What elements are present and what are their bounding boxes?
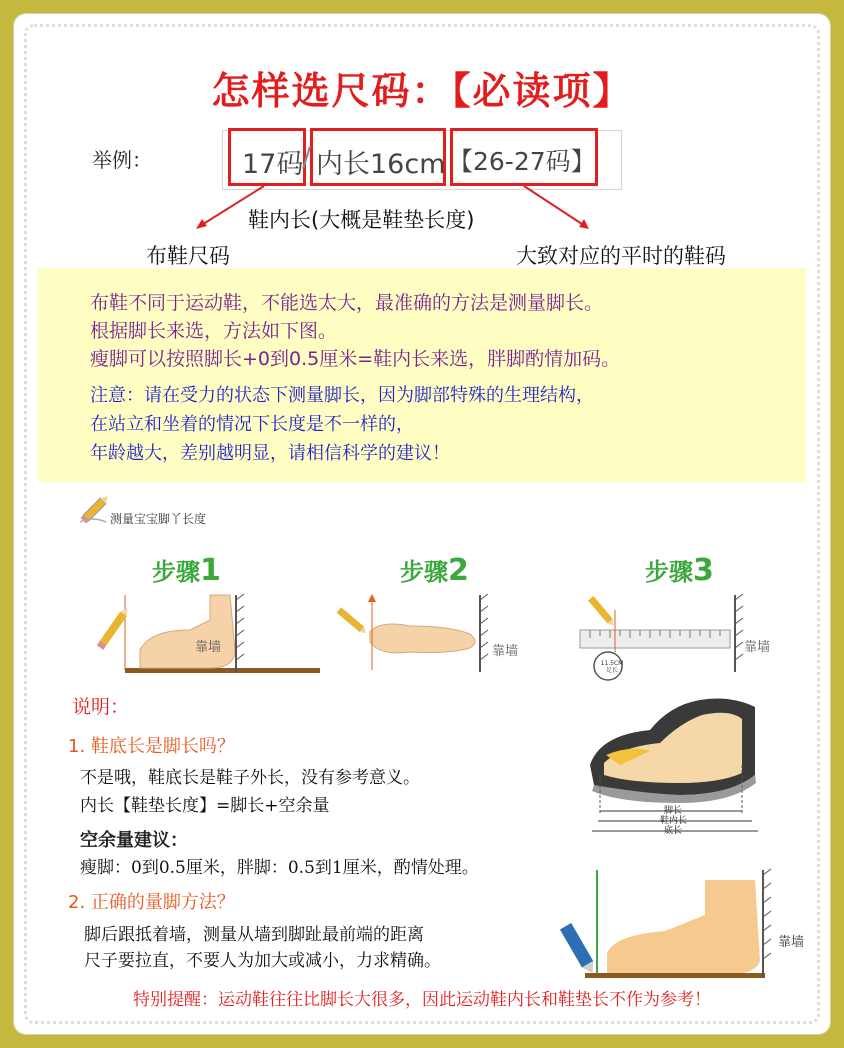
step-3-label: 步骤3 <box>645 553 714 588</box>
diagram-label-inner: 鞋内长 <box>660 816 688 826</box>
cloth-shoe-size-label: 布鞋尺码 <box>146 240 230 276</box>
inner-length-note: 鞋内长(大概是鞋垫长度) <box>248 208 475 232</box>
step-1-illustration <box>97 594 320 673</box>
warning-line: 年龄越大，差别越明显，请相信科学的建议！ <box>90 443 450 464</box>
example-label: 举例： <box>92 148 152 172</box>
answer-1-line-1: 不是哦，鞋底长是鞋子外长，没有参考意义。 <box>80 768 420 788</box>
wall-label-2: 靠墙 <box>492 644 519 659</box>
measure-steps-illustration <box>80 590 760 690</box>
notice-line: 瘦脚可以按照脚长+0到0.5厘米=鞋内长来选，胖脚酌情加码。 <box>90 348 621 370</box>
step-2-illustration <box>337 594 488 672</box>
measure-title: 测量宝宝脚丫长度 <box>110 512 207 526</box>
size-separator: / <box>302 142 312 173</box>
size-value: 17码 <box>242 149 304 180</box>
warning-line: 注意：请在受力的状态下测量脚长，因为脚部特殊的生理结构， <box>90 385 594 406</box>
wall-label-foot: 靠墙 <box>778 935 805 950</box>
ruler-badge: 11.5CM 足长 <box>600 660 624 674</box>
range-value: 【26-27码】 <box>448 147 596 176</box>
wall-label-3: 靠墙 <box>744 640 771 655</box>
diagram-label-sole: 底长 <box>664 826 683 836</box>
usual-size-label: 大致对应的平时的鞋码 <box>516 240 726 276</box>
spare-heading: 空余量建议： <box>80 830 188 851</box>
answer-1-line-2: 内长【鞋垫长度】=脚长+空余量 <box>80 796 330 816</box>
step-1-label: 步骤1 <box>152 553 221 588</box>
question-2: 2. 正确的量脚方法？ <box>68 892 235 913</box>
notice-line: 布鞋不同于运动鞋，不能选太大，最准确的方法是测量脚长。 <box>90 292 604 314</box>
wall-label-1: 靠墙 <box>195 640 222 655</box>
diagram-label-foot: 脚长 <box>664 806 683 816</box>
question-1: 1. 鞋底长是脚长吗？ <box>68 736 235 757</box>
spare-line: 瘦脚：0到0.5厘米，胖脚：0.5到1厘米，酌情处理。 <box>80 858 479 878</box>
answer-2-line-1: 脚后跟抵着墙，测量从墙到脚趾最前端的距离 <box>84 925 424 945</box>
warning-line: 在站立和坐着的情况下长度是不一样的， <box>90 414 414 435</box>
explain-heading: 说明： <box>72 696 130 718</box>
answer-2-line-2: 尺子要拉直，不要人为加大或减小，力求精确。 <box>84 951 441 971</box>
step-2-label: 步骤2 <box>400 553 469 588</box>
footer-warning: 特别提醒：运动鞋往往比脚长大很多，因此运动鞋内长和鞋垫长不作为参考！ <box>133 990 711 1010</box>
inner-length-value: 内长16cm <box>316 149 446 180</box>
page-title: 怎样选尺码：【必读项】 <box>211 69 633 113</box>
foot-wall-diagram <box>555 865 785 980</box>
notice-line: 根据脚长来选，方法如下图。 <box>90 320 338 342</box>
notice-text <box>90 289 800 468</box>
